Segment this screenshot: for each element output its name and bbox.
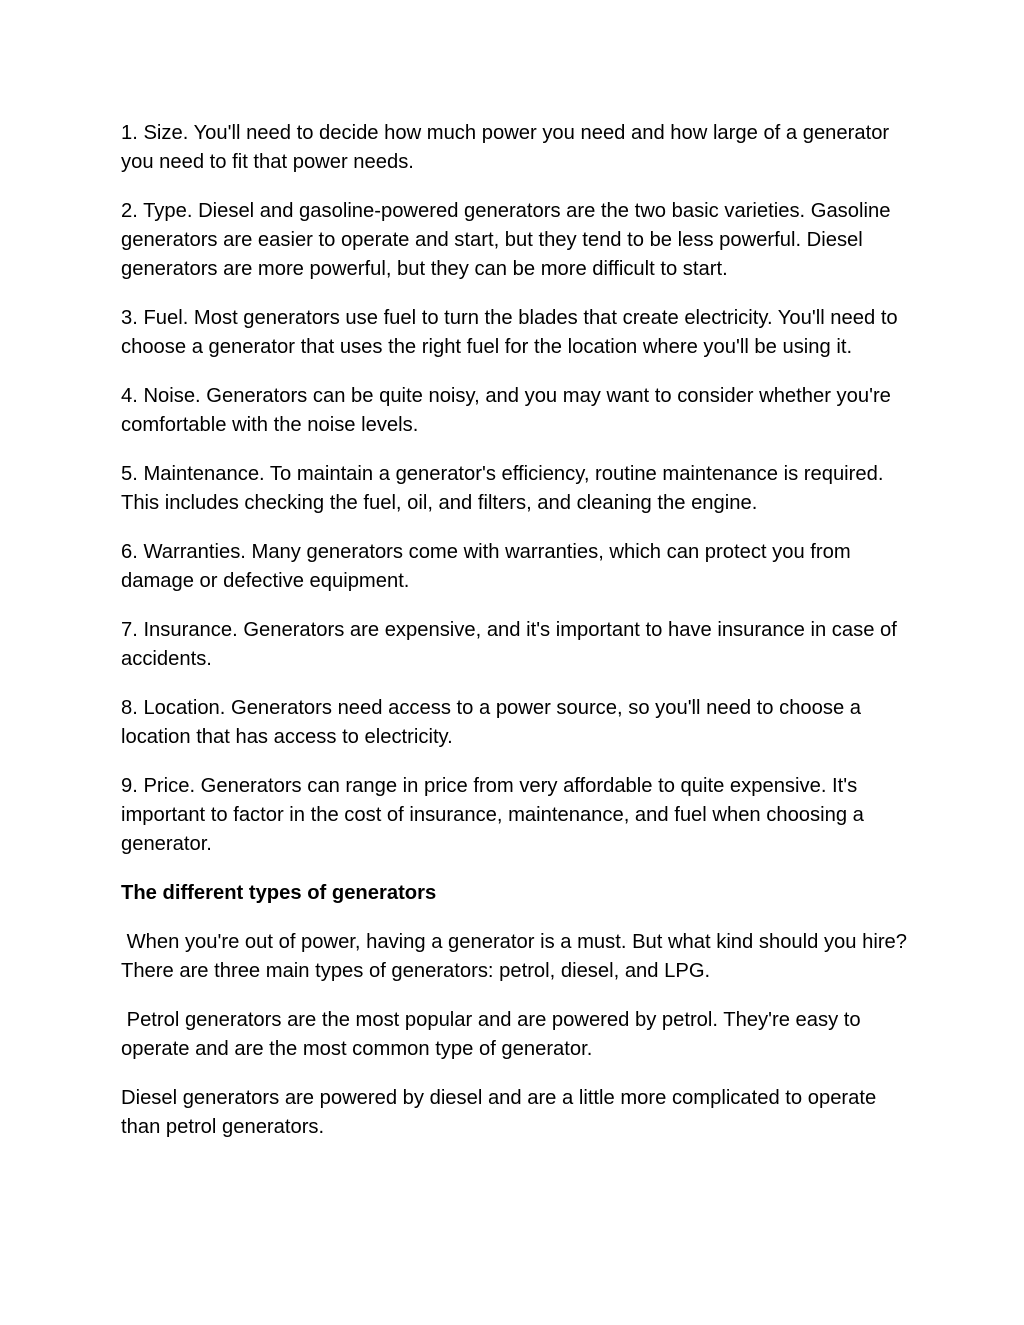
list-item-size: 1. Size. You'll need to decide how much power you need and how large of a generator you need to fit that power needs. xyxy=(121,122,895,173)
section-heading: The different types of generators xyxy=(121,882,437,904)
list-item-noise: 4. Noise. Generators can be quite noisy, and you may want to consider whether you're comfortable with the noise levels. xyxy=(121,385,897,436)
list-item-type: 2. Type. Diesel and gasoline-powered generators are the two basic varieties. Gasoline generators are easier to operate and start, but they tend to be less powerful. Diesel generators are more powerful, but they can be more difficult to start. xyxy=(121,200,897,280)
list-item-maintenance: 5. Maintenance. To maintain a generator's efficiency, routine maintenance is required. This includes checking the fuel, oil, and filters, and cleaning the engine. xyxy=(121,463,889,514)
paragraph-petrol: Petrol generators are the most popular and are powered by petrol. They're easy to operate and are the most common type of generator. xyxy=(121,1009,867,1060)
list-item-price: 9. Price. Generators can range in price from very affordable to quite expensive. It's important to factor in the cost of insurance, maintenance, and fuel when choosing a generator. xyxy=(121,775,870,855)
list-item-warranties: 6. Warranties. Many generators come with warranties, which can protect you from damage or defective equipment. xyxy=(121,541,857,592)
document-page xyxy=(121,119,911,1162)
paragraph-intro: When you're out of power, having a generator is a must. But what kind should you hire? There are three main types of generators: petrol, diesel, and LPG. xyxy=(121,931,913,982)
paragraph-diesel: Diesel generators are powered by diesel and are a little more complicated to operate than petrol generators. xyxy=(121,1087,882,1138)
list-item-location: 8. Location. Generators need access to a power source, so you'll need to choose a location that has access to electricity. xyxy=(121,697,867,748)
list-item-fuel: 3. Fuel. Most generators use fuel to turn the blades that create electricity. You'll need to choose a generator that uses the right fuel for the location where you'll be using it. xyxy=(121,307,904,358)
list-item-insurance: 7. Insurance. Generators are expensive, and it's important to have insurance in case of accidents. xyxy=(121,619,903,670)
